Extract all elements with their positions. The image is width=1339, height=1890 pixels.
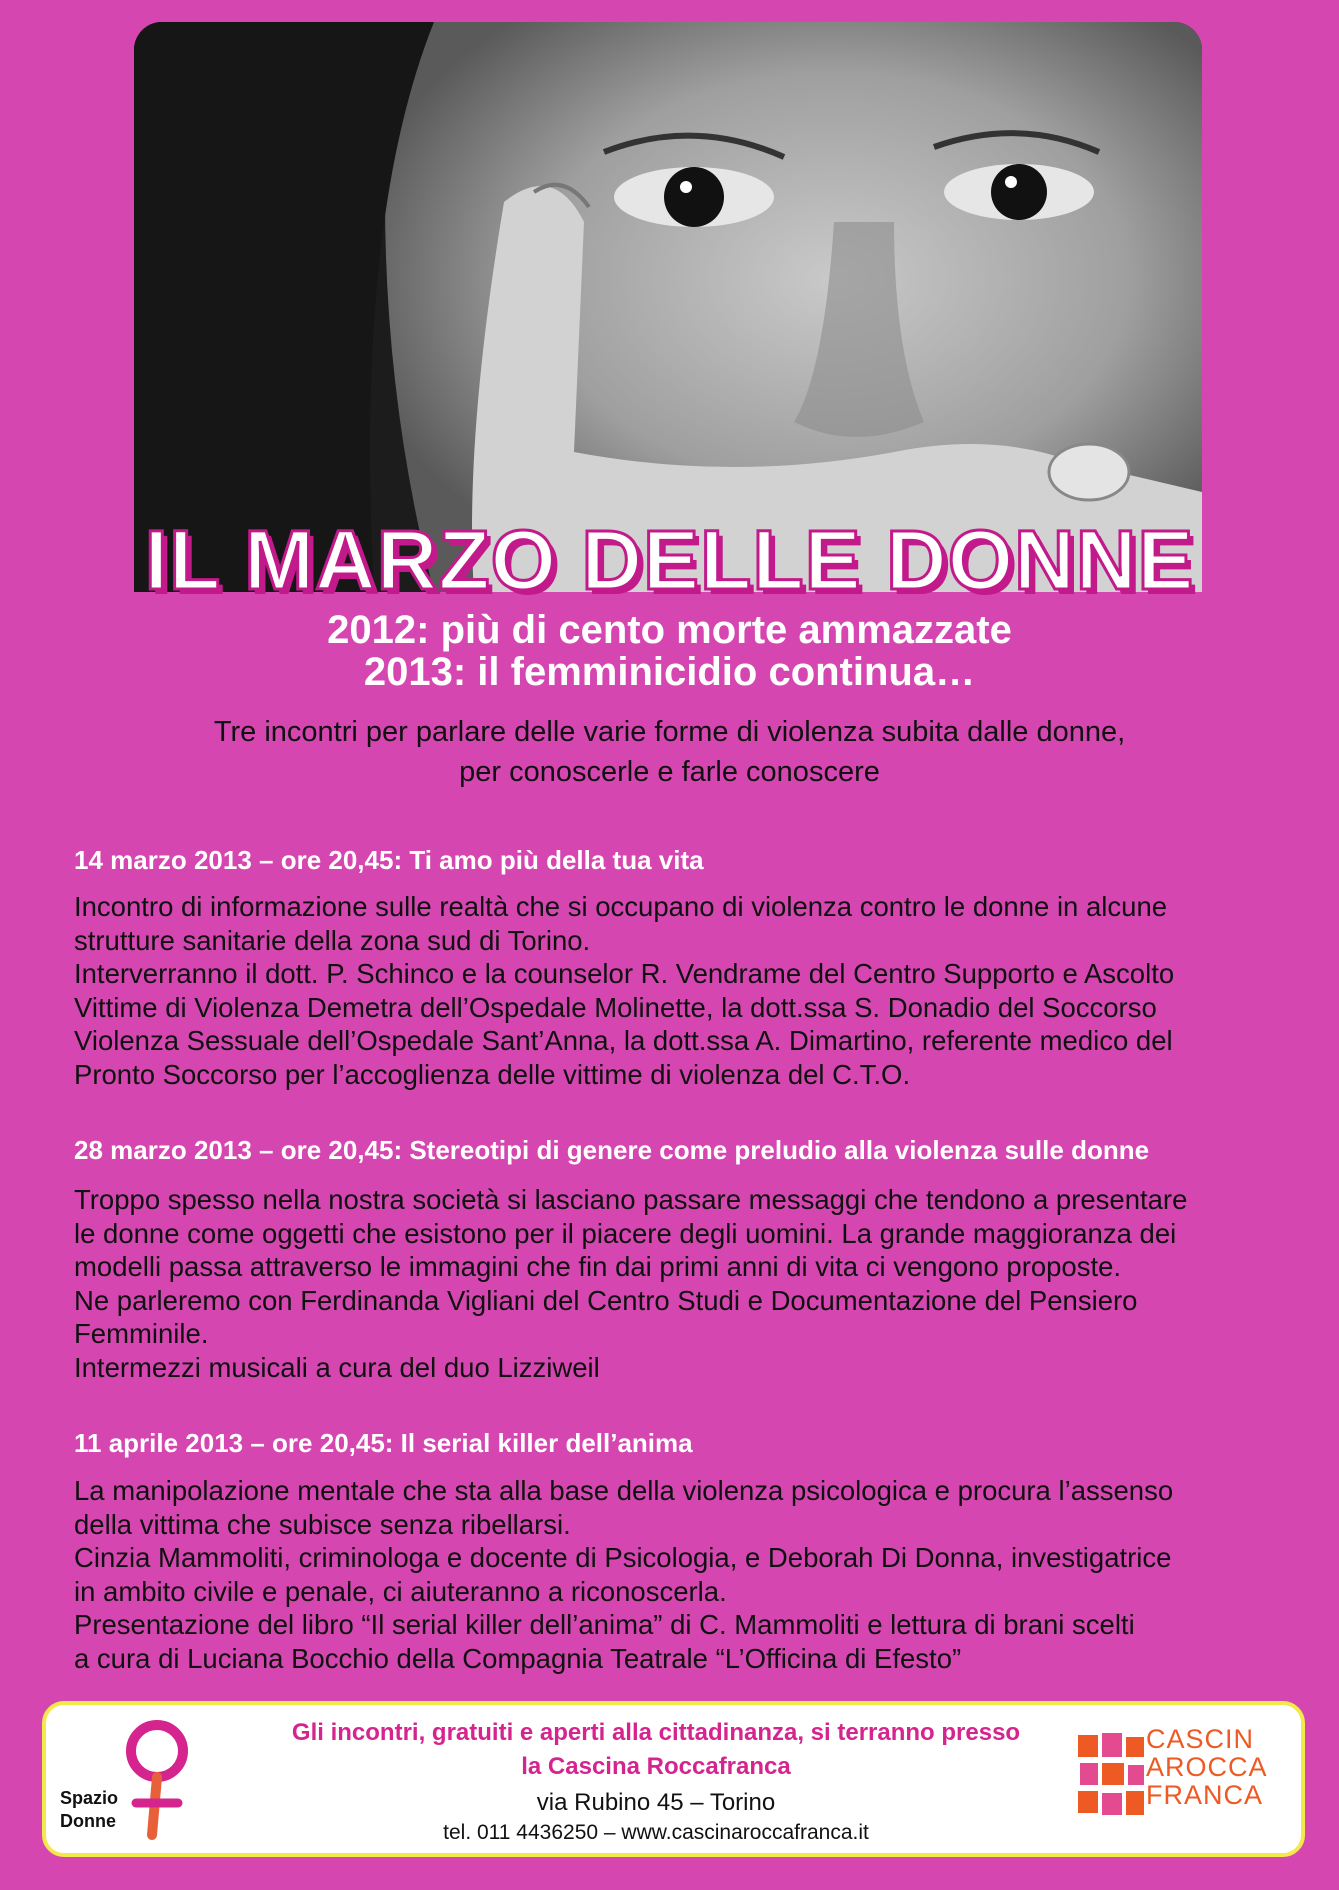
event-1-line: strutture sanitarie della zona sud di Torino. xyxy=(74,924,591,956)
event-1-line: Vittime di Violenza Demetra dell’Ospedale Molinette, la dott.ssa S. Donadio del Soccorso xyxy=(74,991,1157,1023)
event-2-line: modelli passa attraverso le immagini che fin dai primi anni di vita ci vengono proposte. xyxy=(74,1251,1122,1282)
footer-address: via Rubino 45 – Torino xyxy=(536,1789,776,1816)
event-3-line: della vittima che subisce senza ribellarsi. xyxy=(74,1508,571,1540)
event-1-line: Incontro di informazione sulle realtà che si occupano di violenza contro le donne in alcune xyxy=(74,891,1168,922)
subtitle-2012: 2012: più di cento morte ammazzate xyxy=(327,608,1012,652)
footer-line-2: la Cascina Roccafranca xyxy=(521,1753,791,1780)
event-1-line: Interverranno il dott. P. Schinco e la counselor R. Vendrame del Centro Supporto e Ascolto xyxy=(74,958,1175,989)
event-2-line: Intermezzi musicali a cura del duo Lizziweil xyxy=(74,1351,600,1383)
hero-photo xyxy=(134,22,1202,592)
cascina-logo-icon xyxy=(1076,1731,1146,1821)
page-title: IL MARZO DELLE DONNE xyxy=(144,513,1195,607)
footer-contacts: tel. 011 4436250 – www.cascinaroccafranca.it xyxy=(443,1821,869,1844)
cascina-text-line: FRANCA xyxy=(1146,1780,1264,1810)
event-1-body xyxy=(74,890,1284,1091)
intro-line-1: Tre incontri per parlare delle varie forme di violenza subita dalle donne, xyxy=(213,716,1126,748)
event-3-line: La manipolazione mentale che sta alla base della violenza psicologica e procura l’assenso xyxy=(74,1475,1174,1506)
event-1-line: Pronto Soccorso per l’accoglienza delle vittime di violenza del C.T.O. xyxy=(74,1058,911,1090)
event-3-line: Presentazione del libro “Il serial killer dell’anima” di C. Mammoliti e lettura di brani scelti xyxy=(74,1609,1135,1640)
event-1-heading: 14 marzo 2013 – ore 20,45: Ti amo più della tua vita xyxy=(74,845,704,875)
event-3-line: Cinzia Mammoliti, criminologa e docente di Psicologia, e Deborah Di Donna, investigatrice xyxy=(74,1542,1172,1573)
event-3-line: in ambito civile e penale, ci aiuteranno a riconoscerla. xyxy=(74,1575,727,1607)
spazio-donne-text: Spazio xyxy=(60,1788,119,1808)
event-2-line: Femminile. xyxy=(74,1318,209,1349)
cascina-text-line: AROCCA xyxy=(1146,1752,1268,1782)
event-3-heading: 11 aprile 2013 – ore 20,45: Il serial killer dell’anima xyxy=(74,1428,693,1458)
event-2-line: le donne come oggetti che esistono per il piacere degli uomini. La grande maggioranza dei xyxy=(74,1217,1177,1249)
footer-box xyxy=(42,1701,1305,1857)
woman-face-photo xyxy=(134,22,1202,592)
event-2-heading: 28 marzo 2013 – ore 20,45: Stereotipi di genere come preludio alla violenza sulle donne xyxy=(74,1135,1150,1165)
cascina-logo-text xyxy=(1146,1725,1268,1809)
event-3-body xyxy=(74,1474,1284,1675)
event-2-body xyxy=(74,1183,1284,1384)
venus-symbol-icon xyxy=(114,1717,200,1841)
footer-line-1: Gli incontri, gratuiti e aperti alla cittadinanza, si terranno presso xyxy=(291,1719,1021,1746)
event-3-line: a cura di Luciana Bocchio della Compagnia Teatrale “L’Officina di Efesto” xyxy=(74,1642,962,1674)
subtitle-2013: 2013: il femminicidio continua… xyxy=(363,650,976,694)
intro-line-2: per conoscerle e farle conoscere xyxy=(459,756,880,788)
cascina-text-line: CASCIN xyxy=(1146,1724,1255,1754)
spazio-donne-logo xyxy=(60,1787,118,1833)
event-1-line: Violenza Sessuale dell’Ospedale Sant’Anna, la dott.ssa A. Dimartino, referente medico del xyxy=(74,1025,1173,1056)
event-2-line: Troppo spesso nella nostra società si lasciano passare messaggi che tendono a presentare xyxy=(74,1184,1188,1215)
spazio-donne-text: Donne xyxy=(60,1811,116,1831)
event-2-line: Ne parleremo con Ferdinanda Vigliani del Centro Studi e Documentazione del Pensiero xyxy=(74,1284,1138,1316)
